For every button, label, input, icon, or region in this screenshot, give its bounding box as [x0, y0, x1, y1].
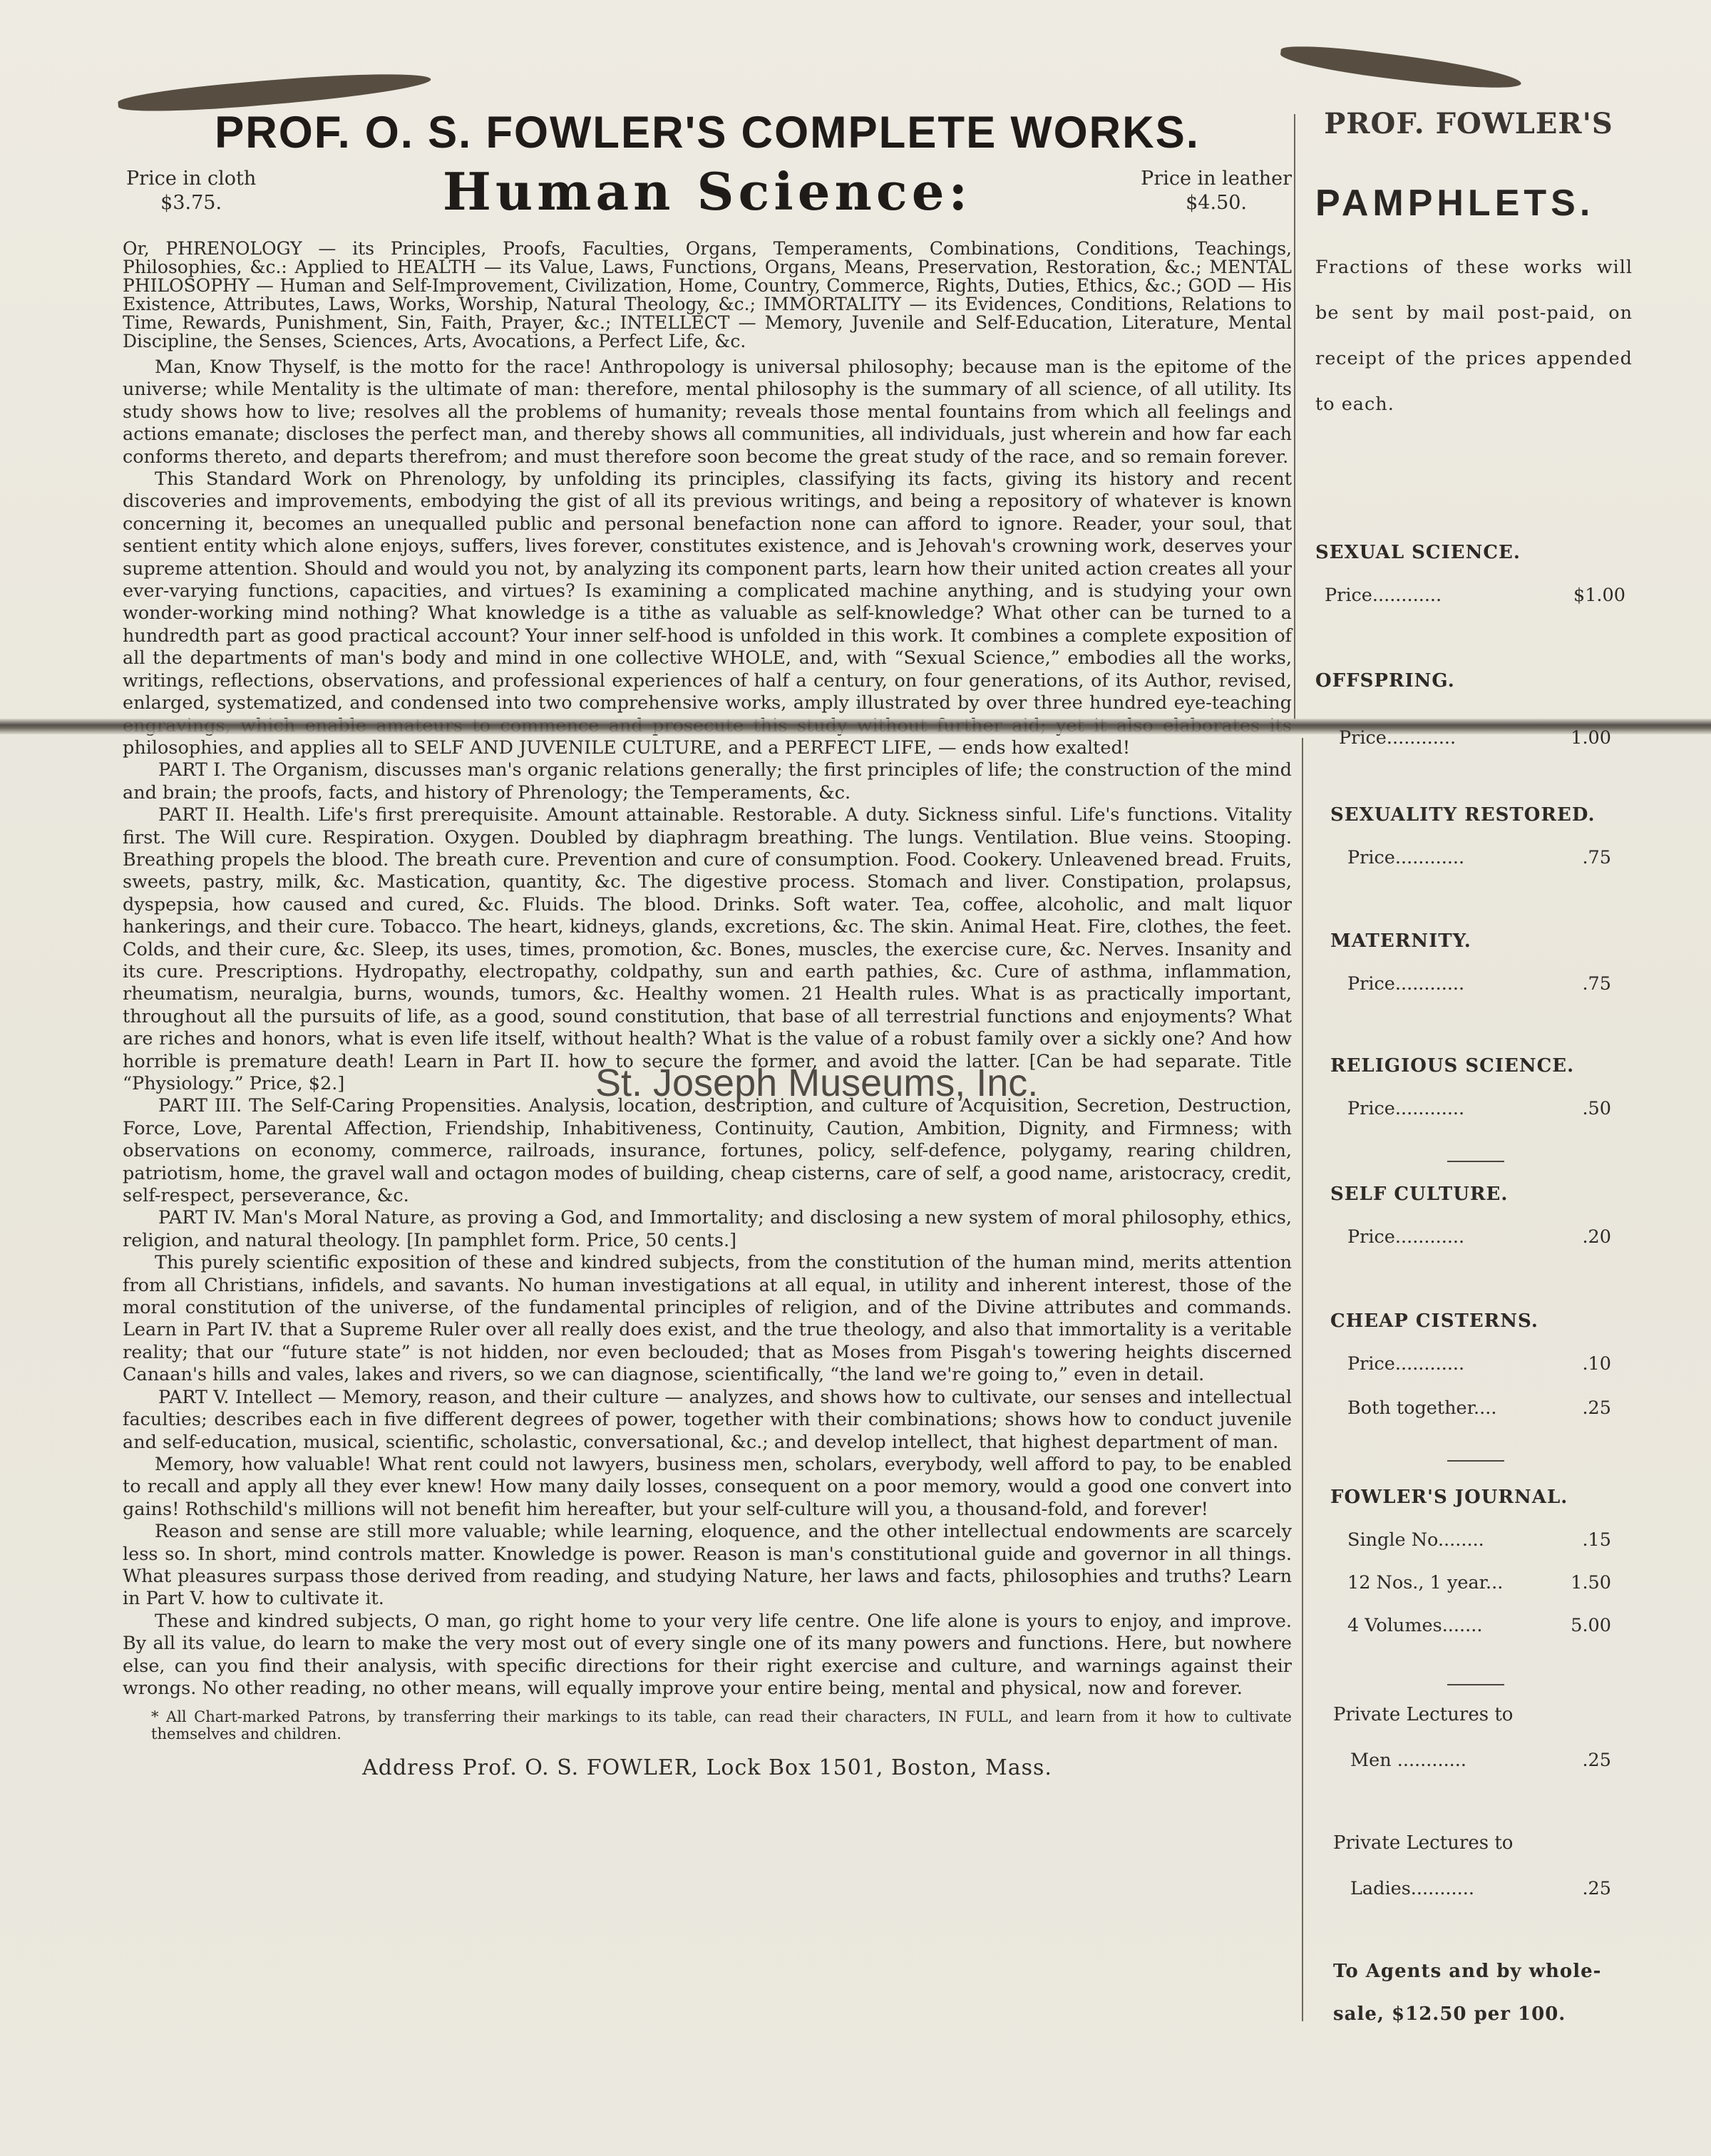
footnote: * All Chart-marked Patrons, by transferring their markings to its table, can read their characters, IN FULL, and learn from it how to cultivate themselves and children. [151, 1708, 1292, 1743]
pamphlet-item: SEXUAL SCIENCE. Price............ $1.00 [1315, 542, 1625, 606]
paragraph: PART V. Intellect — Memory, reason, and their culture — analyzes, and shows how to cultivate, our senses and intellectual faculties; describes each in five different degrees of power, together with their combinations; shows how to conduct juvenile and self-education, musical, scientific, scholastic, conversational, &c.; and develop intellect, that highest department of man. [123, 1386, 1292, 1453]
headline: PROF. O. S. FOWLER'S COMPLETE WORKS. [215, 108, 1200, 158]
paragraph: Reason and sense are still more valuable; while learning, eloquence, and the other intellectual endowments are scarcely less so. In short, mind controls matter. Knowledge is power. Reason is man's constitutional guide and governor in all things. What pleasures surpass those derived from reading, and studying Nature, her laws and facts, philosophies and truths? Learn in Part V. how to cultivate it. [123, 1521, 1292, 1610]
divider [1447, 1161, 1504, 1162]
lecture-item: Private Lectures to Men ............ .25 [1333, 1704, 1611, 1771]
pamphlet-item: RELIGIOUS SCIENCE. Price............ .50 [1330, 1055, 1611, 1119]
sidebar-intro: Fractions of these works will be sent by mail post-paid, on receipt of the prices appended to each. [1315, 257, 1633, 415]
paragraph: PART III. The Self-Caring Propensities. Analysis, location, description, and culture of Acquisition, Secretion, Destruction, Force, Love, Parental Affection, Friendship, Inhabitiveness, Continuity, Caution, Ambition, Dignity, and Firmness; with observations on economy, commerce, railroads, insurance, fortunes, policy, self-defence, polygamy, rearing children, patriotism, home, the gravel wall and octagon modes of building, cheap cisterns, care of self, a good name, aristocracy, credit, self-respect, perseverance, &c. [123, 1095, 1292, 1207]
column-divider [1302, 738, 1303, 2021]
paragraph: This Standard Work on Phrenology, by unfolding its principles, classifying its facts, giving its history and recent discoveries and improvements, embodying the gist of all its previous writings, and being a repository of whatever is known concerning it, becomes an unequalled public and personal benefaction none can afford to ignore. Reader, your soul, that sentient entity which alone enjoys, suffers, lives forever, constitutes existence, and is Jehovah's crowning work, deserves your supreme attention. Should and would you not, by analyzing its component parts, learn how their united action creates all your ever-varying functions, capacities, and virtues? Is examining a complicated machine anything, and is studying your own wonder-working mind nothing? What knowledge is a tithe as valuable as self-knowledge? What other can be turned to a hundredth part as good practical account? Your inner self-hood is unfolded in this work. It combines a complete exposition of all the departments of man's body and mind in one collective WHOLE, and, with “Sexual Science,” embodies all the works, writings, reflections, observations, and professional experiences of half a century, on four generations, of its Author, revised, enlarged, systematized, and condensed into two comprehensive works, amply illustrated by over three hundred eye-teaching philosophies, and applies all to SELF AND JUVENILE CULTURE, and a PERFECT LIFE, — ends how exalted! [123, 468, 1292, 759]
agents-note: To Agents and by whole-sale, $12.50 per 100. [1333, 1961, 1602, 2025]
sidebar-heading: PAMPHLETS. [1315, 183, 1595, 224]
paragraph: PART I. The Organism, discusses man's organic relations generally; the first principles of life; the construction of the mind and brain; the proofs, facts, and history of Phrenology; the Temperaments, &c. [123, 759, 1292, 804]
main-column [123, 107, 1292, 1780]
pamphlet-item: OFFSPRING. Price............ 1.00 [1315, 670, 1611, 749]
sidebar-title: PROF. FOWLER'S [1324, 107, 1613, 140]
pamphlet-item: SEXUALITY RESTORED. Price............ .75 [1330, 804, 1611, 868]
pamphlet-item: MATERNITY. Price............ .75 [1330, 930, 1611, 995]
pamphlets-column [1305, 107, 1633, 2025]
paragraph: PART IV. Man's Moral Nature, as proving a God, and Immortality; and disclosing a new system of moral philosophy, ethics, religion, and natural theology. [In pamphlet form. Price, 50 cents.] [123, 1207, 1292, 1251]
pamphlet-item: CHEAP CISTERNS. Price............ .10 Both together.... .25 [1330, 1310, 1611, 1419]
pamphlet-item: FOWLER'S JOURNAL. Single No........ .15 12 Nos., 1 year... 1.50 4 Volumes....... 5.00 [1330, 1487, 1611, 1636]
divider [1447, 1460, 1504, 1462]
subtitle: Or, PHRENOLOGY — its Principles, Proofs, Faculties, Organs, Temperaments, Combinations, Conditions, Teachings, Philosophies, &c.: Applied to HEALTH — its Value, Laws, Functions, Organs, Means, Preservation, Restoration, &c.; MENTAL PHILOSOPHY — Human and Self-Improvement, Civilization, Home, Country, Commerce, Rights, Duties, Ethics, &c.; GOD — His Existence, Attributes, Laws, Works, Worship, Natural Theology, &c.; IMMORTALITY — its Evidences, Conditions, Relations to Time, Rewards, Punishment, Sin, Faith, Prayer, &c.; INTELLECT — Memory, Juvenile and Self-Education, Literature, Mental Discipline, the Senses, Sciences, Arts, Avocations, a Perfect Life, &c. [123, 238, 1292, 351]
pamphlet-item: SELF CULTURE. Price............ .20 [1330, 1184, 1611, 1248]
paragraph: Memory, how valuable! What rent could not lawyers, business men, scholars, everybody, well afford to pay, to be enabled to recall and apply all they ever knew! How many daily losses, consequent on a poor memory, would a good one convert into gains! Rothschild's millions will not benefit him hereafter, but your self-culture will you, a thousand-fold, and forever! [123, 1453, 1292, 1520]
price-cloth: Price in cloth $3.75. [126, 168, 257, 214]
watermark: St. Joseph Museums, Inc. [595, 1062, 1039, 1104]
price-leather: Price in leather $4.50. [1141, 168, 1292, 214]
paragraph: PART II. Health. Life's first prerequisite. Amount attainable. Restorable. A duty. Sickness sinful. Life's functions. Vitality first. The Will cure. Respiration. Oxygen. Doubled by diaphragm breathing. The lungs. Ventilation. Blue veins. Stooping. Breathing propels the blood. The breath cure. Prevention and cure of consumption. Food. Cookery. Unleavened bread. Fruits, sweets, pastry, milk, &c. Mastication, quantity, &c. The digestive process. Stomach and liver. Constipation, prolapsus, dyspepsia, how caused and cured, &c. Fluids. The blood. Drinks. Soft water. Tea, coffee, alcoholic, and malt liquor hankerings, and their cure. Tobacco. The heart, kidneys, glands, excretions, &c. The skin. Animal Heat. Fire, clothes, the feet. Colds, and their cure, &c. Sleep, its uses, times, promotion, &c. Bones, muscles, the exercise cure, &c. Nerves. Insanity and its cure. Prescriptions. Hydropathy, electropathy, coldpathy, sun and earth pathies, &c. Cure of asthma, inflammation, rheumatism, neuralgia, burns, wounds, tumors, &c. Healthy women. 21 Health rules. What is as practically important, throughout all the pursuits of life, as a good, sound constitution, that base of all terrestrial functions and enjoyments? What are riches and honors, what is even life itself, without health? What is the value of a robust family over a sickly one? And how horrible is premature death! Learn in Part II. how to secure the former, and avoid the latter. [Can be had separate. Title “Physiology.” Price, $2.] [123, 804, 1292, 1094]
paragraph: This purely scientific exposition of these and kindred subjects, from the constitution of the human mind, merits attention from all Christians, infidels, and savants. No human investigations at all equal, in utility and inherent interest, those of the moral constitution of the universe, of the fundamental principles of religion, and of the Divine attributes and commands. Learn in Part IV. that a Supreme Ruler over all really does exist, and the true theology, and also that immortality is a veritable reality; that our “future state” is not hidden, nor even beclouded; that as Moses from Pisgah's towering heights discerned Canaan's hills and vales, lakes and rivers, so we can diagnose, scientifically, “the land we're going to,” even in detail. [123, 1252, 1292, 1386]
lecture-item: Private Lectures to Ladies........... .25 [1333, 1832, 1611, 1899]
address: Address Prof. O. S. FOWLER, Lock Box 1501, Boston, Mass. [362, 1755, 1052, 1781]
title-row [123, 161, 1292, 240]
divider [1447, 1684, 1504, 1685]
book-title: Human Science: [442, 161, 972, 222]
paragraph: Man, Know Thyself, is the motto for the race! Anthropology is universal philosophy; because man is the epitome of the universe; while Mentality is the ultimate of man: therefore, mental philosophy is the summary of all science, of all utility. Its study shows how to live; resolves all the problems of humanity; reveals those mental fountains from which all feelings and actions emanate; discloses the perfect man, and thereby shows all communities, all individuals, just wherein and how far each conforms thereto, and departs therefrom; and must therefore soon become the great study of the race, and so remain forever. [123, 356, 1292, 468]
column-divider [1294, 114, 1295, 720]
paragraph: These and kindred subjects, O man, go right home to your very life centre. One life alone is yours to enjoy, and improve. By all its value, do learn to make the very most out of every single one of its many powers and functions. Here, but nowhere else, can you find their analysis, with specific directions for their right exercise and culture, and warnings against their wrongs. No other reading, no other means, will equally improve your entire being, mental and physical, now and forever. [123, 1610, 1292, 1699]
body-text [123, 356, 1292, 1700]
